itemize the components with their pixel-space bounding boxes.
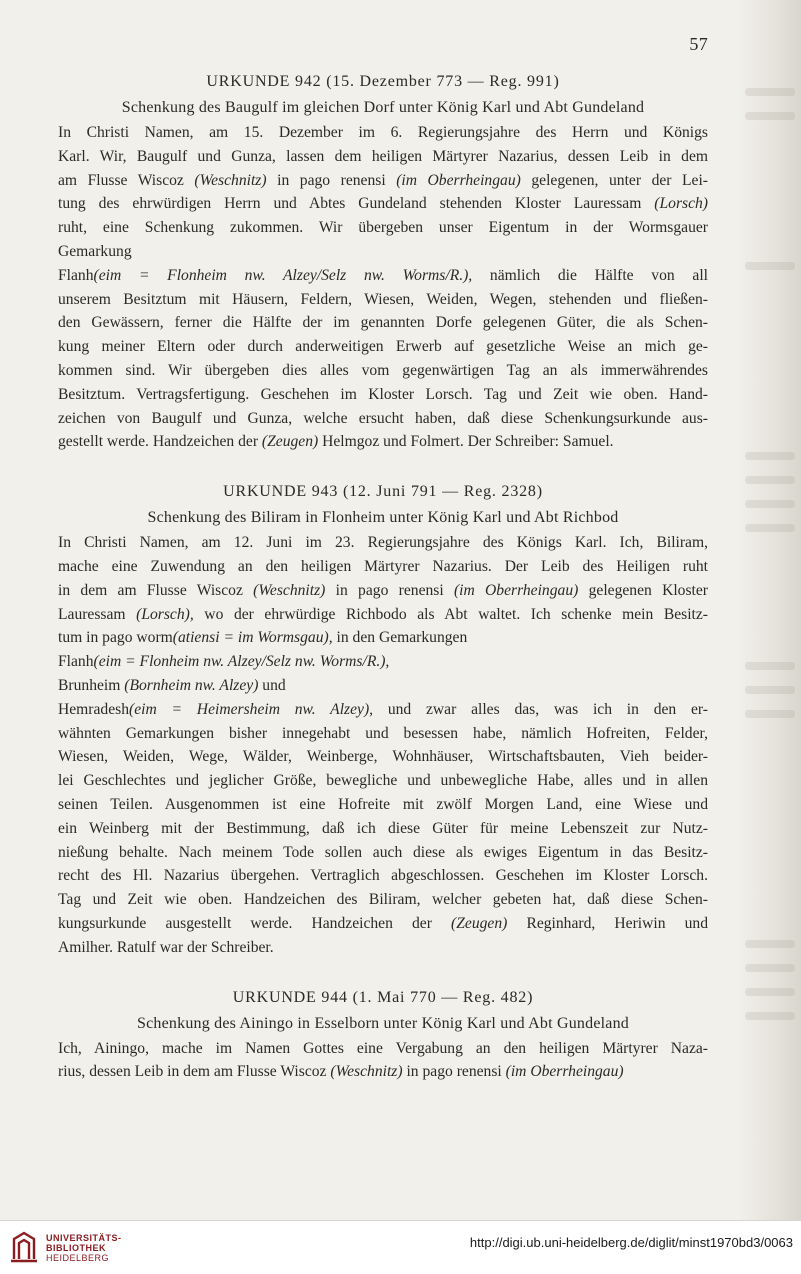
text-run: Ich, Ainingo, mache im Namen Gottes eine Vergabung an den heiligen Märtyrer Naza- <box>58 1039 708 1057</box>
text-run: Flanh <box>58 266 94 284</box>
text-line <box>58 745 708 769</box>
text-run: in dem am Flusse Wiscoz <box>58 581 254 599</box>
text-line <box>58 888 708 912</box>
text-run: Lauressam <box>58 605 137 623</box>
text-run: rius, dessen Leib in dem am Flusse Wiscoz <box>58 1063 331 1081</box>
italic-gloss: (eim = Flonheim nw. Alzey/Selz nw. Worms/R.), <box>93 653 390 671</box>
text-line <box>58 674 708 698</box>
text-run: kungsurkunde ausgestellt werde. Handzeichen der <box>58 914 452 932</box>
urkunde-section <box>58 70 708 454</box>
section-gap <box>58 454 708 480</box>
text-run: nämlich die Hälfte von all <box>472 266 708 284</box>
text-run: seinen Teilen. Ausgenommen ist eine Hofreite mit zwölf Morgen Land, eine Wiese und <box>58 795 708 813</box>
text-run: Flanh <box>58 653 94 671</box>
text-run: in pago renensi <box>325 581 454 599</box>
text-run: Wiesen, Weiden, Wege, Wälder, Weinberge, Wohnhäuser, Wirtschaftsbauten, Vieh beider- <box>58 748 708 766</box>
urkunde-section <box>58 480 708 959</box>
paragraph <box>58 650 708 674</box>
text-line <box>58 936 708 960</box>
paragraph <box>58 1037 708 1085</box>
italic-gloss: (Lorsch), <box>136 605 194 623</box>
logo-line: HEIDELBERG <box>46 1253 110 1263</box>
text-line <box>58 579 708 603</box>
text-line <box>58 793 708 817</box>
text-run: unserem Besitztum mit Häusern, Feldern, Wiesen, Weiden, Wegen, stehenden und fließen- <box>58 290 708 308</box>
text-run: kommen sind. Wir übergeben dies alles vom gegenwärtigen Tag an als immerwährendes <box>58 361 708 379</box>
italic-gloss: (Bornheim nw. Alzey) <box>124 676 259 694</box>
text-line <box>58 121 708 145</box>
document-body <box>58 70 708 1084</box>
logo-line: UNIVERSITÄTS- <box>46 1233 122 1243</box>
italic-gloss: (Weschnitz) <box>253 581 326 599</box>
text-run: ruht, eine Schenkung zukommen. Wir übergeben unser Eigentum in der Wormsgauer <box>58 219 708 237</box>
italic-gloss: (eim = Flonheim nw. Alzey/Selz nw. Worms/R.), <box>93 266 473 284</box>
text-line <box>58 240 708 264</box>
text-line <box>58 264 708 288</box>
text-run: Hemradesh <box>58 700 130 718</box>
text-run: recht des Hl. Nazarius übergehen. Vertraglich abgeschlossen. Geschehen im Kloster Lorsch. <box>58 867 708 885</box>
urkunde-heading: URKUNDE 944 (1. Mai 770 — Reg. 482) <box>232 988 534 1006</box>
text-run: in den Gemarkungen <box>332 629 468 647</box>
text-line <box>58 603 708 627</box>
text-run: mache eine Zuwendung an den heiligen Märtyrer Nazarius. Der Leib des Heiligen ruht <box>58 557 708 575</box>
source-url-link[interactable]: http://digi.ub.uni-heidelberg.de/diglit/minst1970bd3/0063 <box>469 1235 793 1250</box>
text-run: Brunheim <box>58 676 125 694</box>
text-run: und <box>258 676 286 694</box>
logo-line: BIBLIOTHEK <box>46 1243 106 1253</box>
text-line <box>58 430 708 454</box>
italic-gloss: (atiensi = im Wormsgau), <box>172 629 333 647</box>
text-line <box>58 650 708 674</box>
urkunde-heading: URKUNDE 942 (15. Dezember 773 — Reg. 991) <box>206 73 560 90</box>
text-run: Helmgoz und Folmert. Der Schreiber: Samuel. <box>318 433 614 451</box>
text-line <box>58 864 708 888</box>
text-run: gelegenen Kloster <box>578 581 708 599</box>
text-run: am Flusse Wiscoz <box>58 171 195 189</box>
text-line <box>58 769 708 793</box>
text-line <box>58 698 708 722</box>
italic-gloss: (Weschnitz) <box>194 171 267 189</box>
paragraph <box>58 531 708 650</box>
paragraph <box>58 121 708 264</box>
text-run: Karl. Wir, Baugulf und Gunza, lassen dem heiligen Märtyrer Nazarius, dessen Leib in dem <box>58 147 708 165</box>
urkunde-title: Schenkung des Ainingo in Esselborn unter König Karl und Abt Gundeland <box>137 1014 629 1032</box>
text-run: zeichen von Baugulf und Gunza, welche ersucht haben, daß diese Schenkungsurkunde aus- <box>58 409 708 427</box>
italic-gloss: (Lorsch) <box>654 195 708 213</box>
paragraph <box>58 674 708 698</box>
text-line <box>58 841 708 865</box>
paragraph <box>58 264 708 454</box>
paragraph <box>58 698 708 960</box>
text-line <box>58 216 708 240</box>
text-line <box>58 1060 708 1084</box>
italic-gloss: (im Oberrheingau) <box>396 171 521 189</box>
text-line <box>58 626 708 650</box>
text-run: Reginhard, Heriwin und <box>507 914 708 932</box>
italic-gloss: (Zeugen) <box>451 914 508 932</box>
urkunde-heading: URKUNDE 943 (12. Juni 791 — Reg. 2328) <box>223 483 543 501</box>
text-line <box>58 335 708 359</box>
text-line <box>58 722 708 746</box>
text-run: lei Geschlechtes und jeglicher Größe, bewegliche und unbewegliche Habe, alles und in allen <box>58 772 708 790</box>
text-line <box>58 383 708 407</box>
text-run: tum in pago worm <box>58 629 173 647</box>
text-run: ein Weinberg mit der Bestimmung, daß ich diese Güter für meine Lebenszeit zur Nutz- <box>58 819 708 837</box>
urkunde-title: Schenkung des Biliram in Flonheim unter König Karl und Abt Richbod <box>147 509 619 527</box>
text-run: tung des ehrwürdigen Herrn und Abtes Gundeland stehenden Kloster Lauressam <box>58 195 655 213</box>
italic-gloss: (eim = Heimersheim nw. Alzey), <box>129 700 374 718</box>
page-edge-bleed <box>739 0 801 1220</box>
italic-gloss: (Zeugen) <box>261 433 319 451</box>
text-line <box>58 192 708 216</box>
text-line <box>58 555 708 579</box>
text-run: und zwar alles das, was ich in den er- <box>373 700 708 718</box>
text-run: In Christi Namen, am 15. Dezember im 6. Regierungsjahre des Herrn und Königs <box>58 124 708 141</box>
text-line <box>58 1037 708 1061</box>
text-line <box>58 169 708 193</box>
text-line <box>58 145 708 169</box>
library-logo-text <box>46 1233 122 1263</box>
text-run: Amilher. Ratulf war der Schreiber. <box>58 938 274 956</box>
text-run: In Christi Namen, am 12. Juni im 23. Regierungsjahre des Königs Karl. Ich, Biliram, <box>58 534 708 552</box>
text-line <box>58 359 708 383</box>
section-gap <box>58 960 708 986</box>
text-run: gelegenen, unter der Lei- <box>520 171 708 189</box>
italic-gloss: (im Oberrheingau) <box>505 1063 624 1081</box>
viewer-footer <box>0 1220 801 1274</box>
urkunde-title: Schenkung des Baugulf im gleichen Dorf unter König Karl und Abt Gundeland <box>121 99 645 116</box>
text-line <box>58 912 708 936</box>
urkunde-section <box>58 986 708 1085</box>
text-line <box>58 311 708 335</box>
text-run: gestellt werde. Handzeichen der <box>58 433 262 451</box>
text-run: in pago renensi <box>402 1063 506 1081</box>
text-line <box>58 531 708 555</box>
text-run: wo der ehrwürdige Richbodo als Abt waltet. Ich schenke mein Besitz- <box>193 605 708 623</box>
italic-gloss: (Weschnitz) <box>330 1063 403 1081</box>
university-library-logo-icon <box>10 1229 38 1263</box>
text-line <box>58 288 708 312</box>
text-run: wähnten Gemarkungen bisher innegehabt und besessen habe, nämlich Hofreiten, Felder, <box>58 724 708 742</box>
text-run: den Gewässern, ferner die Hälfte der im genannten Dorfe gelegenen Güter, die als Schen- <box>58 314 708 332</box>
text-run: nießung behalte. Nach meinem Tode sollen auch diese als ewiges Eigentum in das Besitz- <box>58 843 708 861</box>
text-line <box>58 817 708 841</box>
text-run: Tag und Zeit wie oben. Handzeichen des Biliram, welcher gebeten hat, daß diese Schen- <box>58 891 708 909</box>
text-run: kung meiner Eltern oder durch anderweitigen Erwerb auf gesetzliche Weise an mich ge- <box>58 338 708 356</box>
text-run: Besitztum. Vertragsfertigung. Geschehen im Kloster Lorsch. Tag und Zeit wie oben. Hand- <box>58 385 708 403</box>
page-number: 57 <box>689 34 708 54</box>
text-run: Gemarkung <box>58 242 132 260</box>
italic-gloss: (im Oberrheingau) <box>453 581 579 599</box>
text-run: in pago renensi <box>266 171 397 189</box>
text-line <box>58 407 708 431</box>
